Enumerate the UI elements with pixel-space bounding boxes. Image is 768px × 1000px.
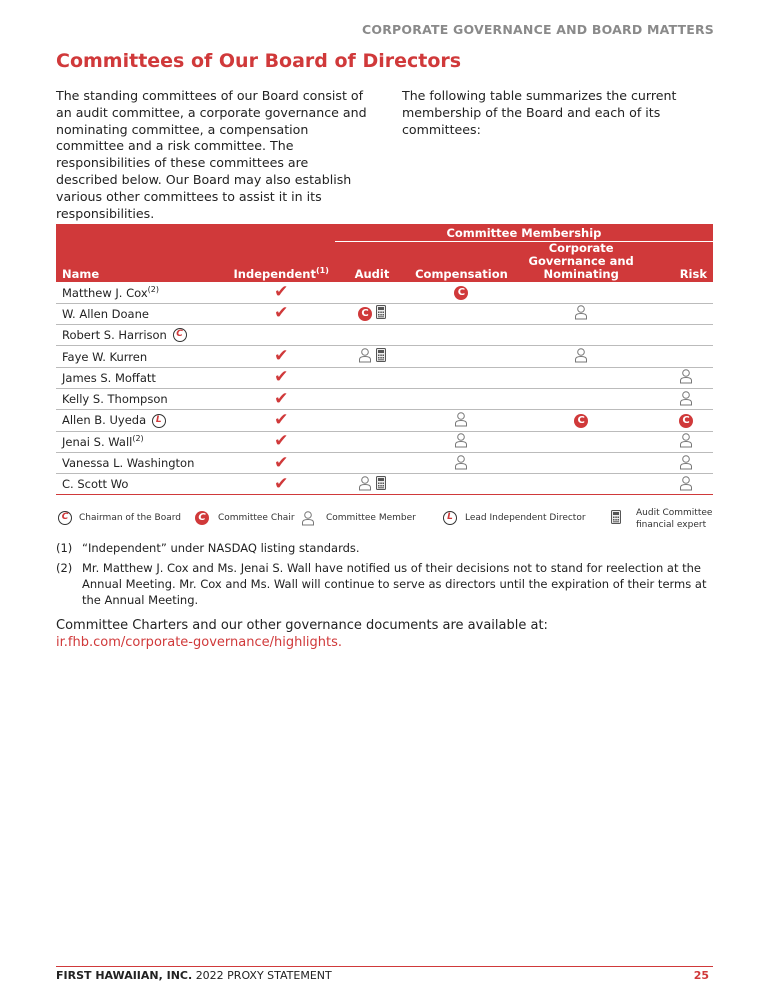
col-compensation: Compensation	[409, 242, 514, 283]
director-name: Jenai S. Wall	[62, 435, 133, 450]
committee-chair-icon: C	[358, 307, 372, 321]
footnote-number: (2)	[56, 561, 73, 575]
committee-member-icon	[679, 454, 693, 473]
table-row	[56, 452, 713, 473]
intro-right: The following table summarizes the current membership of the Board and each of its committees:	[402, 88, 677, 137]
chairman-of-board-icon: C	[58, 511, 72, 525]
committee-member-icon	[679, 432, 693, 451]
director-name: Matthew J. Cox	[62, 285, 148, 300]
page-number: 25	[693, 969, 709, 982]
calculator-icon	[376, 305, 386, 322]
legend-expert: Audit Committee financial expert	[636, 508, 713, 530]
director-name: James S. Moffatt	[62, 370, 156, 385]
footnotes	[56, 540, 713, 608]
chairman-of-board-icon: C	[173, 328, 187, 342]
calculator-icon	[376, 348, 386, 365]
charters-text: Committee Charters and our other governance documents are available at:	[56, 618, 548, 633]
legend-lead: Lead Independent Director	[465, 513, 586, 523]
checkmark-icon: ✔	[274, 388, 289, 409]
governance-link[interactable]: ir.fhb.com/corporate-governance/highlights.	[56, 635, 343, 650]
footnote-number: (1)	[56, 541, 73, 555]
table-row	[56, 474, 713, 495]
director-name: Allen B. Uyeda	[62, 413, 147, 428]
col-risk: Risk	[649, 242, 713, 283]
committee-chair-icon: C	[574, 414, 588, 428]
calculator-icon	[376, 476, 386, 493]
footnote-ref: (2)	[147, 284, 159, 294]
legend-chairman: Chairman of the Board	[79, 513, 182, 523]
director-name: Faye W. Kurren	[62, 349, 148, 364]
page-title: Committees of Our Board of Directors	[56, 50, 462, 72]
committee-member-icon	[454, 411, 468, 430]
checkmark-icon: ✔	[274, 346, 289, 367]
footnote-ref: (2)	[132, 434, 144, 444]
committee-member-icon	[454, 454, 468, 473]
page-footer	[56, 966, 713, 982]
footnote-text: “Independent” under NASDAQ listing standards.	[82, 541, 360, 555]
section-header: CORPORATE GOVERNANCE AND BOARD MATTERS	[362, 22, 714, 37]
committee-member-icon	[358, 475, 372, 494]
table-row	[56, 388, 713, 409]
committee-member-icon	[679, 390, 693, 409]
checkmark-icon: ✔	[274, 367, 289, 388]
footnote-ref: (1)	[315, 266, 329, 276]
col-name: Name	[56, 242, 228, 283]
checkmark-icon: ✔	[274, 303, 289, 324]
checkmark-icon: ✔	[274, 409, 289, 430]
checkmark-icon: ✔	[274, 281, 289, 302]
table-row	[56, 303, 713, 324]
committee-member-icon	[301, 510, 315, 529]
checkmark-icon: ✔	[274, 473, 289, 494]
table-row	[56, 367, 713, 388]
table-row	[56, 325, 713, 346]
footer-doc: 2022 PROXY STATEMENT	[195, 969, 332, 982]
director-name: W. Allen Doane	[62, 306, 149, 321]
committee-chair-icon: C	[195, 511, 209, 525]
committee-chair-icon: C	[454, 286, 468, 300]
table-row	[56, 431, 713, 452]
checkmark-icon: ✔	[274, 452, 289, 473]
calculator-icon	[611, 510, 621, 527]
committee-member-icon	[679, 368, 693, 387]
footer-company: FIRST HAWAIIAN, INC.	[56, 969, 193, 982]
lead-independent-director-icon: L	[152, 414, 166, 428]
committee-chair-icon: C	[679, 414, 693, 428]
table-row	[56, 282, 713, 303]
director-name: Kelly S. Thompson	[62, 392, 168, 407]
committee-membership-header: Committee Membership	[335, 224, 713, 242]
table-row	[56, 346, 713, 367]
lead-independent-director-icon: L	[443, 511, 457, 525]
committee-member-icon	[454, 432, 468, 451]
committee-member-icon	[358, 347, 372, 366]
col-governance: Corporate Governance and Nominating	[514, 242, 649, 283]
table-row	[56, 410, 713, 431]
committee-member-icon	[574, 347, 588, 366]
director-name: C. Scott Wo	[62, 477, 129, 492]
director-name: Vanessa L. Washington	[62, 456, 195, 471]
col-audit: Audit	[335, 242, 409, 283]
legend-chair: Committee Chair	[218, 513, 295, 523]
checkmark-icon: ✔	[274, 431, 289, 452]
director-name: Robert S. Harrison	[62, 327, 167, 342]
legend-member: Committee Member	[326, 513, 416, 523]
intro-left: The standing committees of our Board consist of an audit committee, a corporate governance and nominating committee, a compensation committee and a risk committee. The responsibilities of these committees are described below. Our Board may also establish various other committees to assist it in its responsibilities.	[56, 88, 367, 221]
col-independent: Independent	[233, 267, 316, 281]
committee-member-icon	[574, 304, 588, 323]
footnote-text: Mr. Matthew J. Cox and Ms. Jenai S. Wall have notified us of their decisions not to stand for reelection at the Annual Meeting. Mr. Cox and Ms. Wall will continue to serve as directors until the expiration of their terms at the Annual Meeting.	[82, 561, 707, 607]
committee-member-icon	[679, 475, 693, 494]
committee-table	[56, 224, 713, 495]
